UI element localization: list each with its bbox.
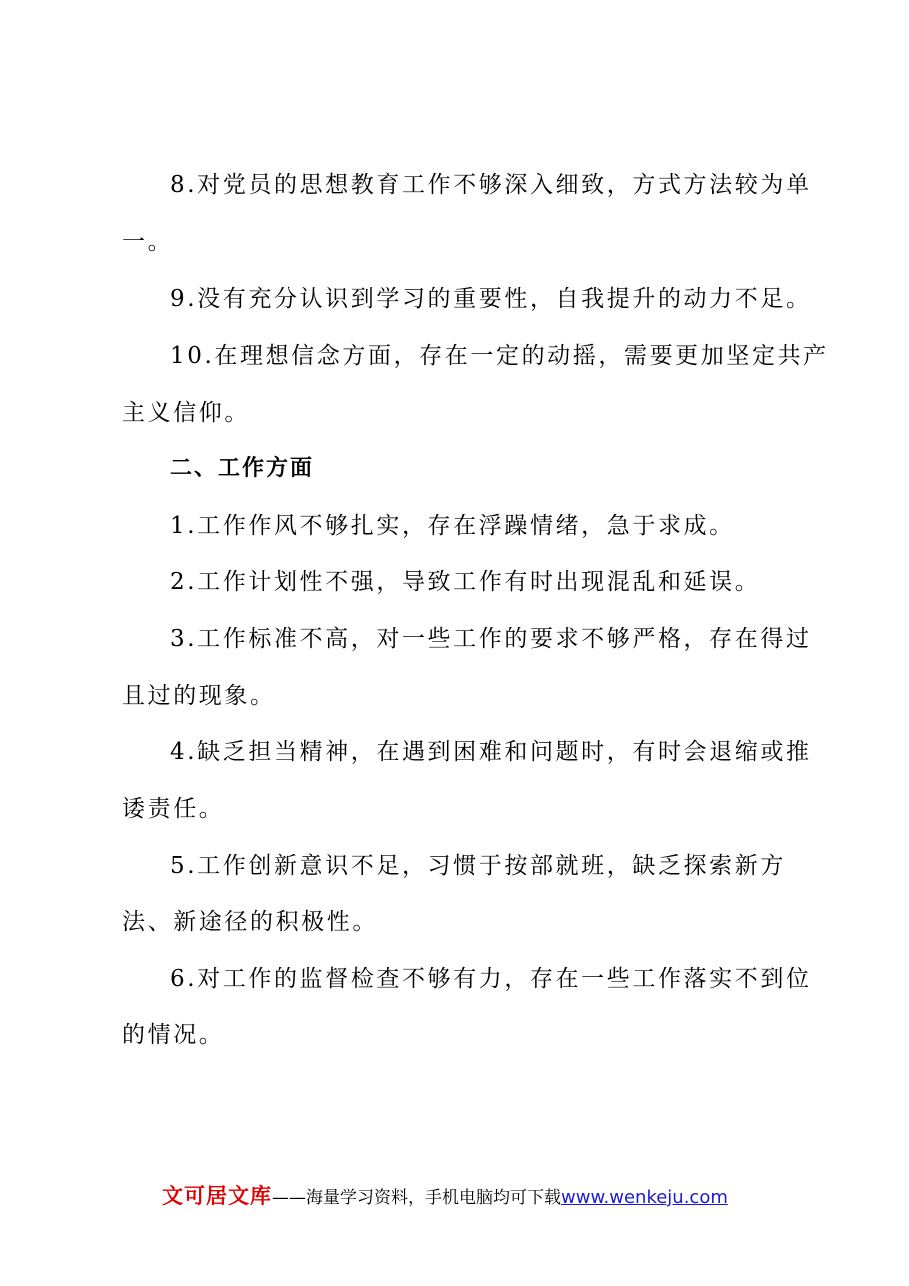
paragraph-line: 4.缺乏担当精神，在遇到困难和问题时，有时会退缩或推 bbox=[170, 739, 812, 765]
paragraph-line: 5.工作创新意识不足，习惯于按部就班，缺乏探索新方 bbox=[170, 853, 786, 879]
paragraph-line: 1.工作作风不够扎实，存在浮躁情绪，急于求成。 bbox=[170, 513, 735, 539]
paragraph-line: 主义信仰。 bbox=[122, 400, 250, 426]
paragraph-line: 3.工作标准不高，对一些工作的要求不够严格，存在得过 bbox=[170, 626, 812, 652]
paragraph-line: 9.没有充分认识到学习的重要性，自我提升的动力不足。 bbox=[170, 286, 812, 312]
footer-tagline: ——海量学习资料，手机电脑均可下载 bbox=[272, 1188, 561, 1208]
footer-brand: 文可居文库 bbox=[162, 1184, 272, 1208]
paragraph-line: 2.工作计划性不强，导致工作有时出现混乱和延误。 bbox=[170, 569, 761, 595]
paragraph-line: 8.对党员的思想教育工作不够深入细致，方式方法较为单 bbox=[170, 172, 812, 198]
footer-link[interactable]: www.wenkeju.com bbox=[561, 1187, 728, 1208]
section-heading: 二、工作方面 bbox=[170, 456, 315, 481]
paragraph-line: 且过的现象。 bbox=[122, 683, 276, 709]
paragraph-line: 法、新途径的积极性。 bbox=[122, 909, 378, 935]
paragraph-line: 一。 bbox=[122, 229, 174, 255]
paragraph-line: 6.对工作的监督检查不够有力，存在一些工作落实不到位 bbox=[170, 966, 812, 992]
paragraph-line: 诿责任。 bbox=[122, 796, 225, 822]
footer-banner bbox=[162, 1183, 728, 1211]
paragraph-line: 的情况。 bbox=[122, 1022, 225, 1048]
paragraph-line: 10.在理想信念方面，存在一定的动摇，需要更加坚定共产 bbox=[170, 343, 829, 369]
